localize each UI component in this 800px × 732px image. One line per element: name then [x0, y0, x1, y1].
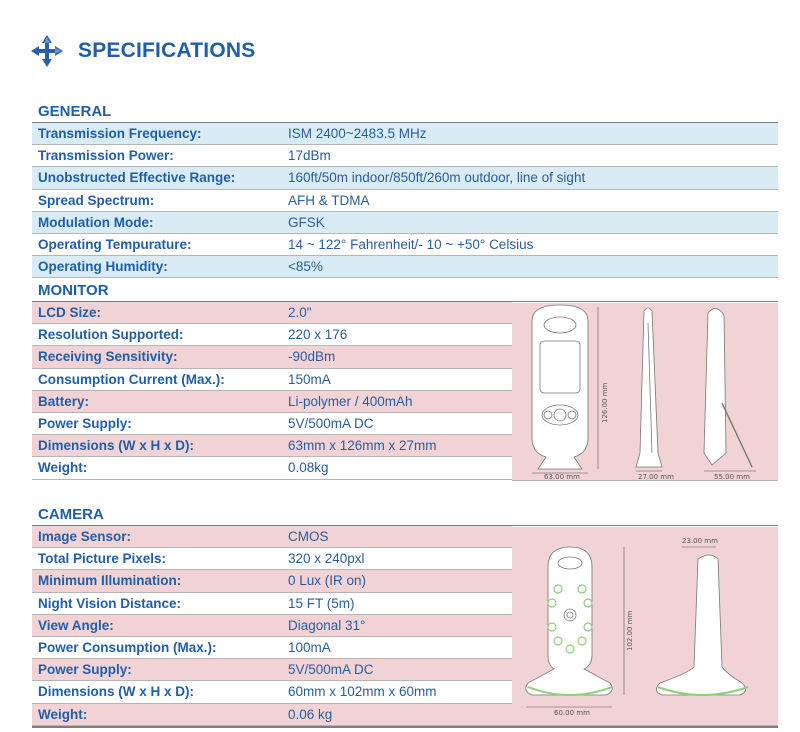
table-row: [32, 637, 512, 659]
table-row: [32, 435, 512, 457]
spec-label: Power Supply:: [38, 416, 132, 432]
spec-value: 63mm x 126mm x 27mm: [288, 438, 437, 454]
table-row: [32, 526, 512, 548]
table-row: [32, 704, 512, 726]
monitor-width-label: 63.00 mm: [544, 473, 580, 481]
spec-value: 60mm x 102mm x 60mm: [288, 684, 437, 700]
spec-value: ISM 2400~2483.5 MHz: [288, 126, 427, 142]
camera-dimension-diagram: [512, 527, 778, 726]
spec-label: Weight:: [38, 706, 88, 722]
spec-value: -90dBm: [288, 349, 336, 365]
spec-label: Battery:: [38, 393, 90, 409]
spec-value: 2.0": [288, 305, 312, 321]
spec-value: 220 x 176: [288, 327, 348, 343]
bottom-divider: [32, 726, 778, 728]
spec-label: Total Picture Pixels:: [38, 551, 167, 567]
spec-label: Receiving Sensitivity:: [38, 349, 178, 365]
spec-value: 14 ~ 122° Fahrenheit/- 10 ~ +50° Celsius: [288, 237, 534, 253]
camera-height-label: 102.00 mm: [626, 610, 634, 651]
spec-label: Consumption Current (Max.):: [38, 371, 225, 387]
table-row: [32, 570, 512, 592]
camera-drawing: [512, 527, 778, 726]
spec-value: GFSK: [288, 214, 325, 230]
table-row: [32, 167, 778, 189]
table-row: [32, 346, 512, 368]
spec-label: Transmission Power:: [38, 148, 174, 164]
spec-value: 150mA: [288, 371, 331, 387]
camera-depth-label: 23.00 mm: [682, 537, 718, 545]
table-row: [32, 548, 512, 570]
spec-label: Operating Tempurature:: [38, 237, 192, 253]
table-row: [32, 256, 778, 278]
table-row: [32, 681, 512, 703]
monitor-heading: [32, 280, 778, 302]
table-row: [32, 593, 512, 615]
spec-label: Image Sensor:: [38, 529, 132, 545]
spec-label: Spread Spectrum:: [38, 192, 155, 208]
general-heading: [32, 101, 778, 123]
spec-value: 100mA: [288, 640, 331, 656]
spec-label: Power Supply:: [38, 662, 132, 678]
table-row: [32, 234, 778, 256]
spec-label: Minimum Illumination:: [38, 573, 182, 589]
table-row: [32, 302, 512, 324]
spec-value: AFH & TDMA: [288, 192, 370, 208]
table-row: [32, 659, 512, 681]
spec-value: 17dBm: [288, 148, 331, 164]
monitor-dimension-diagram: [512, 303, 778, 481]
general-section: [32, 101, 778, 278]
spec-label: Power Consumption (Max.):: [38, 640, 217, 656]
table-row: [32, 369, 512, 391]
monitor-height-label: 126.00 mm: [601, 382, 609, 423]
spec-value: 0.08kg: [288, 460, 329, 476]
general-title: GENERAL: [38, 103, 112, 120]
spec-value: 0.06 kg: [288, 706, 333, 722]
table-row: [32, 457, 512, 479]
spec-value: Diagonal 31°: [288, 617, 366, 633]
spec-label: Transmission Frequency:: [38, 126, 202, 142]
spec-label: Resolution Supported:: [38, 327, 184, 343]
spec-value: 5V/500mA DC: [288, 416, 374, 432]
spec-label: Unobstructed Effective Range:: [38, 170, 236, 186]
camera-heading: [32, 504, 778, 526]
monitor-depth-label: 27.00 mm: [638, 473, 674, 481]
compass-arrows-icon: [30, 34, 64, 68]
table-row: [32, 391, 512, 413]
spec-value: 320 x 240pxl: [288, 551, 365, 567]
table-row: [32, 413, 512, 435]
spec-value: 0 Lux (IR on): [288, 573, 367, 589]
spec-value: <85%: [288, 259, 323, 275]
spec-label: Dimensions (W x H x D):: [38, 438, 195, 454]
table-row: [32, 123, 778, 145]
camera-width-label: 60.00 mm: [554, 709, 590, 717]
spec-label: Operating Humidity:: [38, 259, 168, 275]
monitor-drawing: [512, 303, 778, 481]
spec-label: Night Vision Distance:: [38, 595, 182, 611]
spec-label: LCD Size:: [38, 305, 102, 321]
monitor-stand-label: 55.00 mm: [714, 473, 750, 481]
monitor-title: MONITOR: [38, 282, 109, 299]
camera-title: CAMERA: [38, 506, 104, 523]
table-row: [32, 324, 512, 346]
spec-label: Weight:: [38, 460, 88, 476]
page-title: SPECIFICATIONS: [78, 39, 256, 62]
table-row: [32, 615, 512, 637]
spec-label: View Angle:: [38, 617, 114, 633]
table-row: [32, 190, 778, 212]
spec-value: CMOS: [288, 529, 329, 545]
spec-label: Dimensions (W x H x D):: [38, 684, 195, 700]
spec-label: Modulation Mode:: [38, 214, 154, 230]
spec-value: Li-polymer / 400mAh: [288, 393, 413, 409]
page-header: [30, 34, 255, 68]
spec-value: 15 FT (5m): [288, 595, 355, 611]
spec-value: 5V/500mA DC: [288, 662, 374, 678]
table-row: [32, 212, 778, 234]
table-row: [32, 145, 778, 167]
spec-value: 160ft/50m indoor/850ft/260m outdoor, line of sight: [288, 170, 586, 186]
